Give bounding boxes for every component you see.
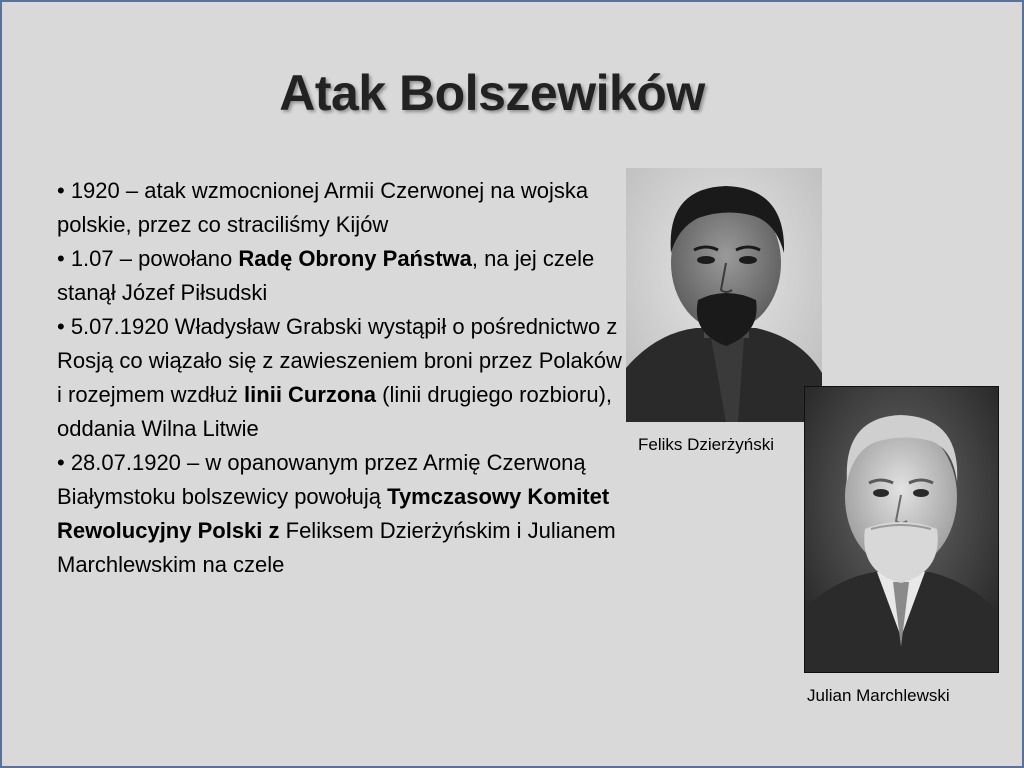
slide-title: Atak Bolszewików <box>279 65 705 121</box>
bullet-emphasis: Radę Obrony Państwa <box>238 246 472 271</box>
bullet-text: • 5.07.1920 Władysław Grabski wystąpił o pośrednictwo z Rosją co wiązało się z zawieszeniem broni przez Polaków i rozejmem wzdłuż <box>57 314 622 407</box>
photo-caption-dzierzynski: Feliks Dzierżyński <box>638 435 775 454</box>
bullet-text: • 1920 – atak wzmocnionej Armii Czerwonej na wojska polskie, przez co straciliśmy Kijów <box>57 178 589 237</box>
portrait-marchlewski <box>804 386 999 673</box>
bullet-text: , na jej czele stanął Józef Piłsudski <box>57 246 595 305</box>
bullet-item <box>57 242 622 310</box>
bullet-text: (linii drugiego rozbioru), oddania Wilna Litwie <box>57 382 613 441</box>
bullet-emphasis: Tymczasowy Komitet Rewolucyjny Polski z <box>57 484 610 543</box>
bullet-list <box>57 174 622 582</box>
bullet-text: • 28.07.1920 – w opanowanym przez Armię Czerwoną Białymstoku bolszewicy powołują <box>57 450 586 509</box>
portrait-dzierzynski <box>626 168 822 422</box>
bullet-item <box>57 310 622 446</box>
bullet-item <box>57 446 622 582</box>
bullet-emphasis: linii Curzona <box>244 382 377 407</box>
bullet-item <box>57 174 622 242</box>
bullet-text: Feliksem Dzierżyńskim i Julianem Marchlewskim na czele <box>57 518 616 577</box>
photo-caption-marchlewski: Julian Marchlewski <box>807 686 950 705</box>
bullet-text: • 1.07 – powołano <box>57 246 239 271</box>
